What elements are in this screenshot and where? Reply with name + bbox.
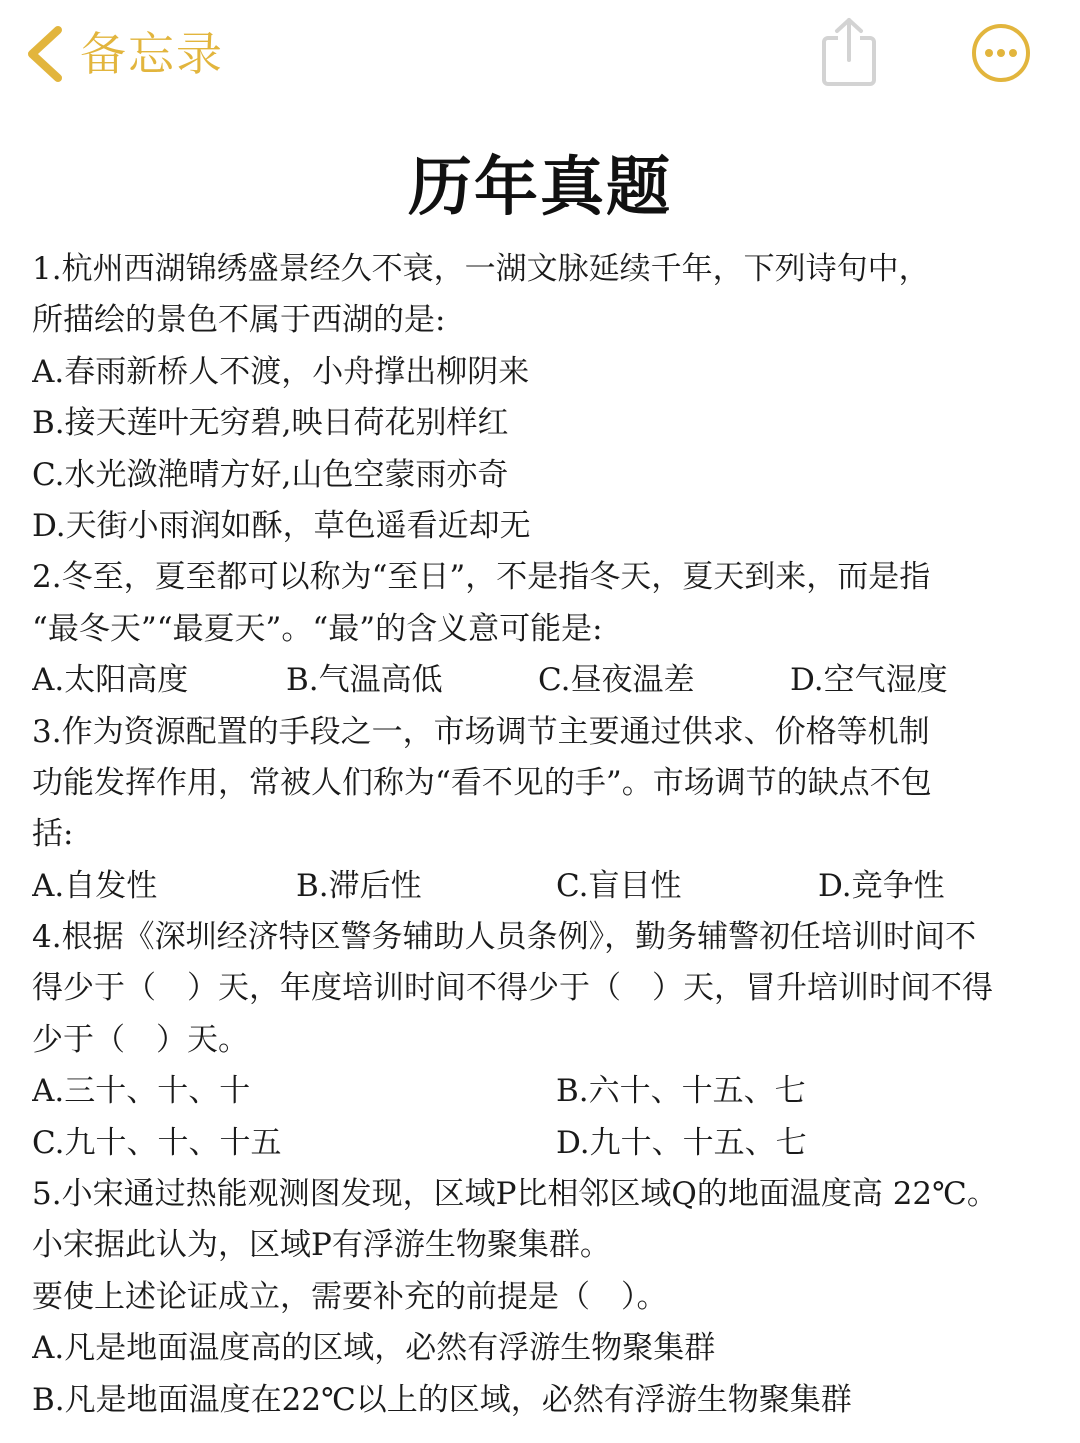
question-3-text: 3.作为资源配置的手段之一，市场调节主要通过供求、价格等机制 (32, 713, 930, 750)
question-1-text: 所描绘的景色不属于西湖的是: (32, 302, 446, 339)
question-5-text: 要使上述论证成立，需要补充的前提是（ ）。 (32, 1278, 668, 1315)
note-body[interactable] (32, 244, 1062, 1426)
question-1-text: 1.杭州西湖锦绣盛景经久不衰，一湖文脉延续千年，下列诗句中， (32, 251, 930, 287)
back-button[interactable] (22, 22, 224, 86)
question-2-option-a: A.太阳高度 (32, 662, 189, 699)
question-4-options (32, 1066, 1062, 1117)
question-4-option-c: C.九十、十、十五 (32, 1124, 282, 1161)
back-label: 备忘录 (80, 27, 224, 81)
question-5-text: 5.小宋通过热能观测图发现，区域P比相邻区域Q的地面温度高 22℃。 (32, 1176, 998, 1213)
question-2-text: “最冬天”“最夏天”。“最”的含义意可能是: (32, 610, 603, 647)
question-4-options (32, 1118, 1062, 1169)
note-title: 历年真题 (408, 150, 672, 225)
question-4-option-d: D.九十、十五、七 (556, 1124, 807, 1161)
question-2-text: 2.冬至，夏至都可以称为“至日”，不是指冬天，夏天到来，而是指 (32, 559, 931, 596)
chevron-left-icon (22, 24, 70, 84)
question-5-option-a: A.凡是地面温度高的区域，必然有浮游生物聚集群 (32, 1330, 716, 1367)
question-3-option-c: C.盲目性 (556, 867, 682, 904)
navigation-bar (0, 0, 1080, 110)
question-1-option-b: B.接天莲叶无穷碧,映日荷花别样红 (32, 405, 509, 442)
question-1-option-a: A.春雨新桥人不渡，小舟撑出柳阴来 (32, 353, 530, 390)
question-3-option-b: B.滞后性 (296, 867, 422, 904)
question-4-option-a: A.三十、十、十 (32, 1073, 251, 1110)
question-4-text: 得少于（ ）天，年度培训时间不得少于（ ）天，冒升培训时间不得 (32, 970, 993, 1007)
question-3-option-d: D.竞争性 (818, 867, 945, 904)
share-icon[interactable] (818, 16, 880, 88)
question-3-text: 功能发挥作用，常被人们称为“看不见的手”。市场调节的缺点不包 (32, 764, 932, 801)
question-3-text: 括: (32, 816, 74, 853)
question-2-option-c: C.昼夜温差 (538, 662, 695, 699)
question-2-option-d: D.空气湿度 (790, 662, 948, 699)
question-5-text: 小宋据此认为，区域P有浮游生物聚集群。 (32, 1227, 611, 1264)
question-2-option-b: B.气温高低 (286, 662, 443, 699)
question-4-option-b: B.六十、十五、七 (556, 1073, 806, 1110)
question-1-option-d: D.天街小雨润如酥，草色遥看近却无 (32, 507, 531, 544)
question-4-text: 少于（ ）天。 (32, 1021, 249, 1058)
question-2-options (32, 655, 1062, 706)
question-3-options (32, 861, 1062, 912)
question-5-option-b: B.凡是地面温度在22℃以上的区域，必然有浮游生物聚集群 (32, 1381, 852, 1418)
more-icon[interactable] (970, 22, 1032, 84)
question-1-option-c: C.水光潋滟晴方好,山色空蒙雨亦奇 (32, 456, 509, 493)
question-3-option-a: A.自发性 (32, 867, 158, 904)
question-4-text: 4.根据《深圳经济特区警务辅助人员条例》，勤务辅警初任培训时间不 (32, 919, 977, 956)
